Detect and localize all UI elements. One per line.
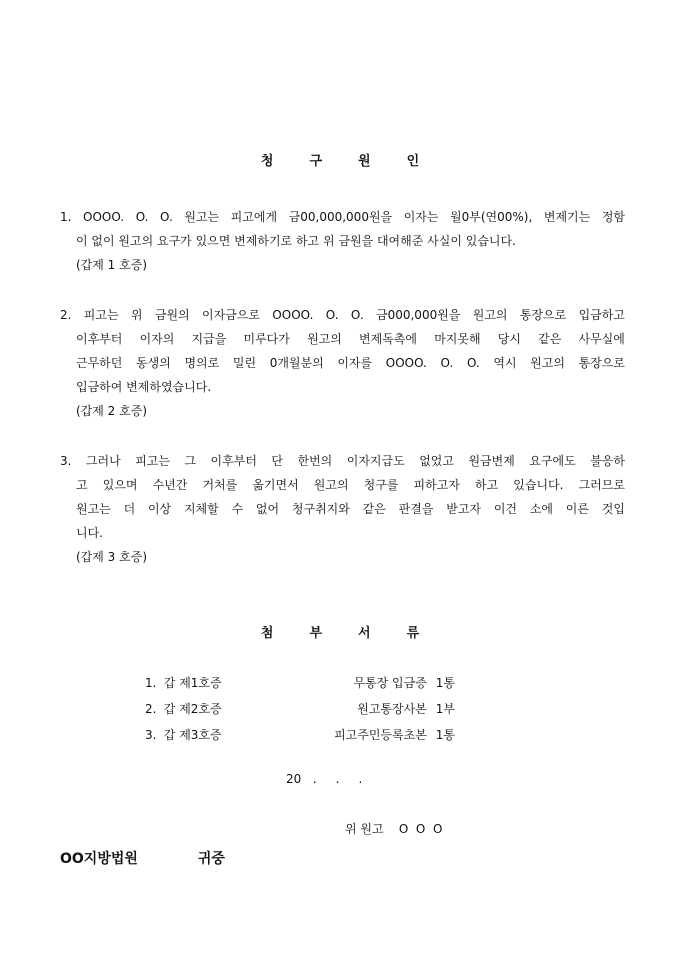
claim-line: 이후부터 이자의 지급을 미루다가 원고의 변제독촉에 마지못해 당시 같은 사무실에 [76,332,625,346]
title-char: 구 [309,154,322,169]
title-char: 류 [406,626,420,641]
title-char: 원 [358,154,371,169]
title-char: 첨 [260,626,274,641]
attachment-number: 3. [145,728,157,742]
claim-item-2 [60,303,625,423]
attachment-row [145,722,455,748]
attachment-count: 1통 [435,676,455,690]
claim-line: 니다. [76,526,103,540]
attachment-number: 1. [145,676,157,690]
attachment-count: 1부 [435,702,455,716]
attachment-name: 갑 제1호증 [163,676,222,690]
title-char: 서 [358,626,371,641]
title-char: 부 [309,626,322,641]
claim-line: 1. OOOO. O. O. 원고는 피고에게 금00,000,000원을 이자는 월0부(연00%), 변제기는 정함 [60,210,625,224]
court-name: OO지방법원 [60,851,138,867]
section-title-claim-cause [0,150,680,169]
claim-line: 입금하여 변제하였습니다. [76,380,212,394]
court-addressee [60,848,225,868]
plaintiff-signature: 위 원고 O O O [345,822,443,836]
attachment-document: 무통장 입금증 [353,676,427,690]
evidence-label: (갑제 2 호증) [76,404,147,418]
evidence-label: (갑제 1 호증) [76,258,147,272]
section-title-attachments [0,622,680,641]
attachment-name: 갑 제2호증 [163,702,222,716]
claim-item-1 [60,205,625,277]
claim-line: 고 있으며 수년간 거처를 옮기면서 원고의 청구를 피하고자 하고 있습니다. 그러므로 [76,478,625,492]
filing-date: 20 . . . [286,772,363,786]
attachment-document: 원고통장사본 [357,702,427,716]
attachment-row [145,696,455,722]
claim-line: 근무하던 동생의 명의로 밀린 0개월분의 이자를 OOOO. O. O. 역시 원고의 통장으로 [76,356,625,370]
title-char: 청 [260,154,274,169]
attachment-document: 피고주민등록초본 [334,728,427,742]
evidence-label: (갑제 3 호증) [76,550,147,564]
attachments-list [145,670,455,748]
attachment-count: 1통 [435,728,455,742]
claim-line: 이 없이 원고의 요구가 있으면 변제하기로 하고 위 금원을 대여해준 사실이 있습니다. [76,234,516,248]
court-suffix: 귀중 [197,851,225,867]
title-char: 인 [406,154,420,169]
claim-line: 2. 피고는 위 금원의 이자금으로 OOOO. O. O. 금000,000원을 원고의 통장으로 입금하고 [60,308,625,322]
attachment-name: 갑 제3호증 [163,728,222,742]
claim-item-3 [60,449,625,569]
claim-line: 3. 그러나 피고는 그 이후부터 단 한번의 이자지급도 없었고 원금변제 요구에도 불응하 [60,454,625,468]
claim-line: 원고는 더 이상 지체할 수 없어 청구취지와 같은 판결을 받고자 이건 소에 이른 것입 [76,502,625,516]
attachment-number: 2. [145,702,157,716]
claims-list [60,205,625,595]
attachment-row [145,670,455,696]
